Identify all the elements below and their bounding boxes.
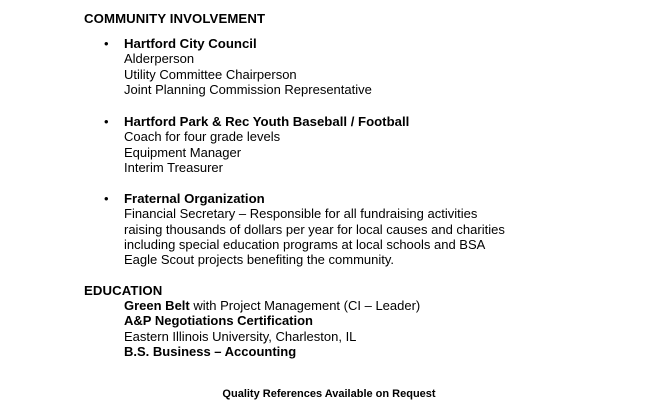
degree: B.S. Business – Accounting xyxy=(124,343,297,359)
entry-line: raising thousands of dollars per year for local causes and charities xyxy=(124,221,505,237)
entry-line: Joint Planning Commission Representative xyxy=(124,81,372,97)
entry-line: Eagle Scout projects benefiting the community. xyxy=(124,252,395,268)
entry-line: Utility Committee Chairperson xyxy=(124,66,297,82)
entry-line: Interim Treasurer xyxy=(124,159,223,175)
bullet: • xyxy=(104,191,109,206)
negotiations-certification: A&P Negotiations Certification xyxy=(124,313,314,329)
bullet: • xyxy=(104,114,109,129)
community-entry-fraternal xyxy=(124,191,644,267)
entry-title: Hartford City Council xyxy=(124,36,257,51)
bullet: • xyxy=(104,36,109,51)
entry-line: Financial Secretary – Responsible for all fundraising activities xyxy=(124,206,478,222)
education-heading: EDUCATION xyxy=(84,283,163,298)
education-details xyxy=(124,298,644,359)
community-entry-city-council xyxy=(124,36,644,97)
entry-line: Equipment Manager xyxy=(124,144,242,160)
references-footer xyxy=(0,387,658,402)
green-belt-line xyxy=(124,298,644,313)
community-involvement-heading: COMMUNITY INVOLVEMENT xyxy=(84,11,266,26)
entry-title: Fraternal Organization xyxy=(124,191,265,206)
green-belt-detail: with Project Management (CI – Leader) xyxy=(189,298,421,313)
university: Eastern Illinois University, Charleston, IL xyxy=(124,328,357,344)
community-entry-park-rec xyxy=(124,114,644,175)
references-text: Quality References Available on Request xyxy=(222,388,436,400)
entry-title: Hartford Park & Rec Youth Baseball / Football xyxy=(124,114,410,129)
entry-line: Alderperson xyxy=(124,51,195,67)
green-belt-label: Green Belt xyxy=(124,298,190,313)
entry-line: including special education programs at local schools and BSA xyxy=(124,236,486,252)
entry-line: Coach for four grade levels xyxy=(124,129,281,145)
